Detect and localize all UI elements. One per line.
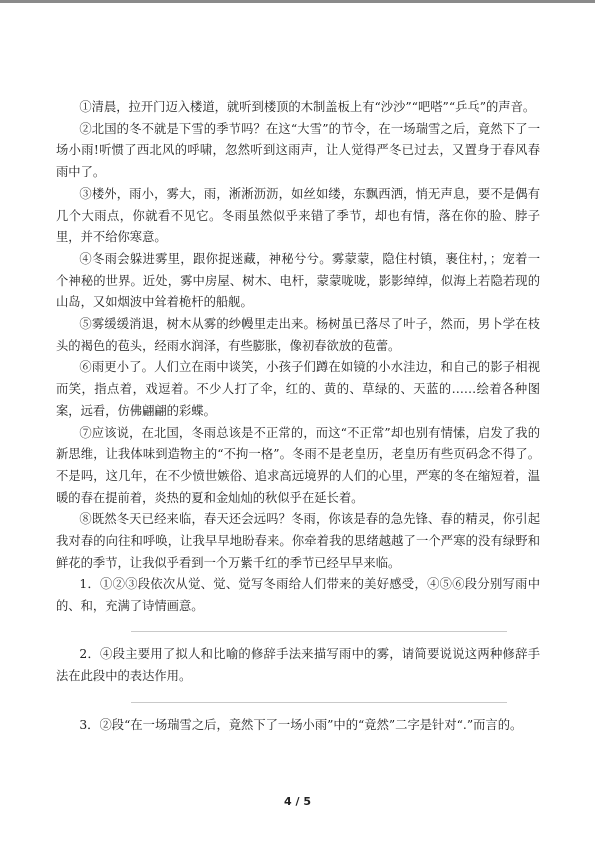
question-2: 2．④段主要用了拟人和比喻的修辞手法来描写雨中的雾，请简要说说这两种修辞手法在此段中的表达作用。 (56, 646, 540, 683)
question-3: 3．②段“在一场瑞雪之后，竟然下了一场小雨”中的“竟然”二字是针对“.”而言的。 (79, 718, 523, 733)
paragraph-8: ⑧既然冬天已经来临，春天还会远吗？冬雨，你该是春的急先锋、春的精灵，你引起我对春的向往和呼唤，让我早早地盼春来。你牵着我的思绪越越了一个严寒的没有绿野和鲜花的季节，让我似乎看到一个万紫千红的季节已经早早来临。 (56, 512, 540, 570)
paragraph-3: ③楼外，雨小，雾大，雨，淅淅沥沥，如丝如缕，东飘西洒，悄无声息，要不是偶有几个大雨点，你就看不见它。冬雨虽然似乎来错了季节，却也有情，落在你的脸、脖子里，并不给你寒意。 (56, 186, 540, 245)
paragraph-5: ⑤雾缓缓消退，树木从雾的纱幔里走出来。杨树虽已落尽了叶子，然而，男卜学在枝头的褐色的苞头，经雨水润泽，有些膨胀，像初春欲放的苞蕾。 (56, 317, 540, 353)
paragraph-4: ④冬雨会躲进雾里，跟你捉迷藏，神秘兮兮。雾蒙蒙，隐住村镇，裹住村，；宠着一个神秘的世界。近处，雾中房屋、树木、电杆，蒙蒙咙咙，影影绰绰，似海上若隐若现的山岛，又如烟波中耸着桅杆的船舰。 (56, 251, 540, 310)
paragraph-2: ②北国的冬不就是下雪的季节吗？在这“大雪”的节令，在一场瑞雪之后，竟然下了一场小雨!听惯了西北风的呼啸，忽然听到这雨声，让人觉得严冬已过去，又置身于春风春雨中了。 (56, 121, 540, 180)
question-1: 1．①②③段依次从觉、觉、觉写冬雨给人们带来的美好感受，④⑤⑥段分别写雨中的、和，充满了诗情画意。 (56, 577, 540, 614)
document-body (56, 97, 540, 737)
answer-line (131, 631, 507, 632)
paragraph-6: ⑥雨更小了。人们立在雨中谈笑，小孩子们蹲在如镜的小水洼边，和自己的影子相视而笑，指点着，戏逗着。不少人打了伞，红的、黄的、草绿的、天蓝的……绘着各种图案，远看，仿佛翩翩的彩蝶。 (56, 360, 540, 418)
answer-line (131, 702, 507, 703)
paragraph-7: ⑦应该说，在北国，冬雨总该是不正常的，而这“不正常”却也别有情愫，启发了我的新思维，让我体味到造物主的“不拘一格”。冬雨不是老皇历，老皇历有些页码念不得了。不是吗，这几年，在不少愤世嫉俗、追求高远境界的人们的心里，严寒的冬在缩短着，温暖的春在提前着，炎热的夏和金灿灿的秋似乎在延长着。 (56, 425, 540, 505)
page-top-rule (0, 0, 595, 3)
page-number: 4 / 5 (284, 795, 311, 808)
paragraph-1: ①清晨，拉开门迈入楼道，就听到楼顶的木制盖板上有“沙沙”“吧嗒”“乒乓”的声音。 (79, 100, 536, 114)
